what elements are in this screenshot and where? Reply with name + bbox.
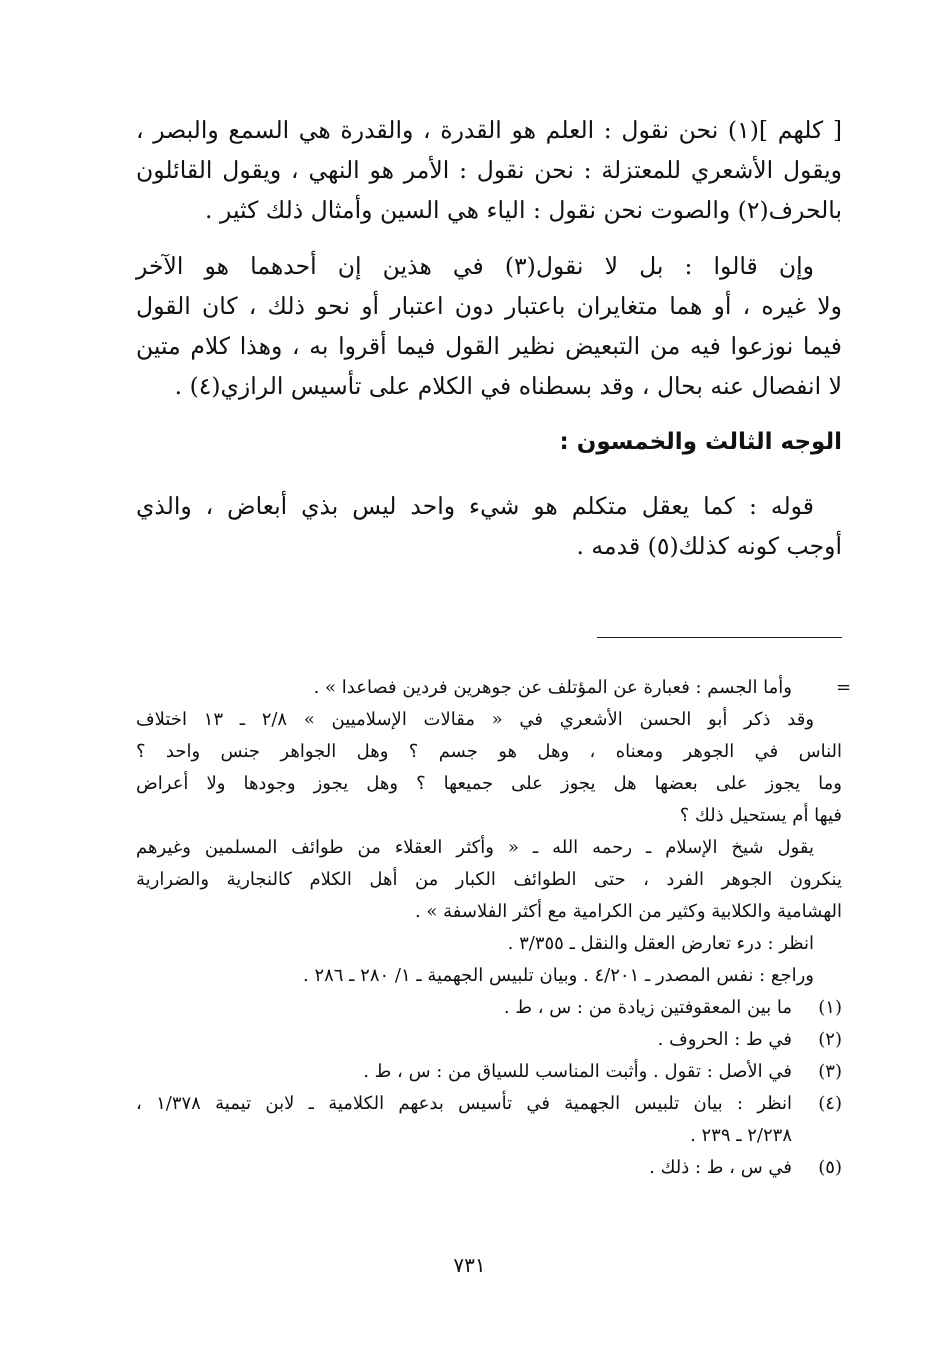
note-line: انظر : درء تعارض العقل والنقل ـ ٣/٣٥٥ . [507,933,814,954]
note-line: فيها أم يستحيل ذلك ؟ [679,805,842,826]
note-line: في ط : الحروف . [657,1029,792,1050]
note-line: ينكرون الجوهر الفرد ، حتى الطوائف الكبار من أهل الكلام كالنجارية والضرارية [136,869,842,890]
note-line: وراجع : نفس المصدر ـ ٤/٢٠١ . وبيان تلبيس الجهمية ـ ١/ ٢٨٠ ـ ٢٨٦ . [302,965,814,986]
footnote-4 [136,1088,842,1152]
note-line: في الأصل : تقول . وأثبت المناسب للسياق من : س ، ط . [363,1061,792,1082]
footnote-number: (٣) [818,1061,842,1082]
text-line: فيما نوزعوا فيه من التبعيض نظير القول فيما أقروا به ، وهذا كلام متين [136,332,842,360]
footnote-2 [136,1024,842,1056]
note-line: وما يجوز على بعضها هل يجوز على جميعها ؟ وهل يجوز وجودها ولا أعراض [136,773,842,794]
footnote-number: (١) [818,997,842,1018]
footnote-number: (٤) [818,1093,842,1114]
footnote-separator [597,637,842,638]
text-line: بالحرف(٢) والصوت نحن نقول : الياء هي السين وأمثال ذلك كثير . [205,196,842,224]
footnote-5 [136,1152,842,1184]
note-line: انظر : بيان تلبيس الجهمية في تأسيس بدعهم الكلامية ـ لابن تيمية ١/٣٧٨ ، [136,1093,793,1114]
text-line: [ كلهم ](١) نحن نقول : العلم هو القدرة ، والقدرة هي السمع والبصر ، [136,116,843,144]
paragraph-1 [136,110,842,230]
note-line: الناس في الجوهر ومعناه ، وهل هو جسم ؟ وهل الجواهر جنس واحد ؟ [136,741,842,762]
footnote-number: (٢) [818,1029,842,1050]
footnotes [136,672,842,1184]
note-line: وقد ذكر أبو الحسن الأشعري في « مقالات الإسلاميين » ٢/٨ ـ ١٣ اختلاف [136,709,815,730]
footnote-continuation [136,672,842,992]
text-line: أوجب كونه كذلك(٥) قدمه . [576,532,842,560]
footnote-number: (٥) [818,1157,842,1178]
text-line: لا انفصال عنه بحال ، وقد بسطناه في الكلام على تأسيس الرازي(٤) . [174,372,842,400]
text-line: وإن قالوا : بل لا نقول(٣) في هذين إن أحدهما هو الآخر [136,252,814,280]
note-line: ٢/٢٣٨ ـ ٢٣٩ . [690,1125,792,1146]
continuation-mark: = [836,677,852,698]
text-line: قوله : كما يعقل متكلم هو شيء واحد ليس بذي أبعاض ، والذي [136,492,814,520]
main-text [136,110,842,582]
footnote-1 [136,992,842,1024]
note-line: الهشامية والكلابية وكثير من الكرامية مع أكثر الفلاسفة » . [414,901,842,922]
footnote-3 [136,1056,842,1088]
section-heading: الوجه الثالث والخمسون : [559,429,842,455]
text-line: ولا غيره ، أو هما متغايران باعتبار دون اعتبار أو نحو ذلك ، كان القول [136,292,842,320]
note-line: يقول شيخ الإسلام ـ رحمه الله ـ « وأكثر العقلاء من طوائف المسلمين وغيرهم [136,837,814,858]
note-line: في س ، ط : ذلك . [649,1157,792,1178]
note-line: ما بين المعقوفتين زيادة من : س ، ط . [503,997,792,1018]
text-line: ويقول الأشعري للمعتزلة : نحن نقول : الأمر هو النهي ، ويقول القائلون [136,156,842,184]
paragraph-2 [136,246,842,406]
page-number: ٧٣١ [453,1253,486,1277]
paragraph-3 [136,486,842,566]
note-line: وأما الجسم : فعبارة عن المؤتلف عن جوهرين فردين فصاعدا » . [313,677,792,698]
